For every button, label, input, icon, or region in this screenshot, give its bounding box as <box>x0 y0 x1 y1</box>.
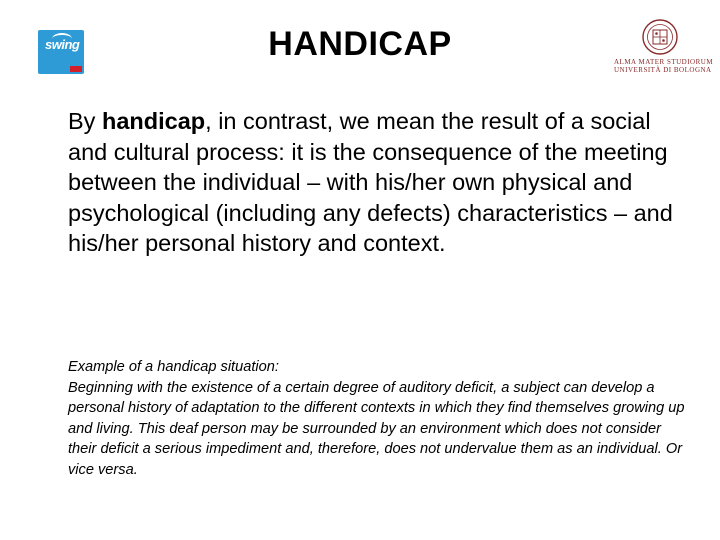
intro-paragraph <box>68 106 678 259</box>
intro-bold-term: handicap <box>101 108 206 134</box>
intro-pre: By <box>68 108 102 134</box>
page-title: HANDICAP <box>268 25 452 63</box>
swing-logo-text: swing <box>45 37 80 52</box>
example-text: Beginning with the existence of a certain degree of auditory deficit, a subject can develop a personal history of adaptation to the different contexts in which they find themselves growing up and living. This deaf person may be surrounded by an environment which does not consider their deficit a serious impediment and, therefore, does not undervalue them as an individual. Or vice versa. <box>68 379 685 478</box>
example-heading: Example of a handicap situation: <box>68 359 279 375</box>
university-logo <box>614 18 714 74</box>
university-name-line1: ALMA MATER STUDIORUM <box>614 58 714 66</box>
university-seal-icon <box>640 18 680 56</box>
logo-red-tag <box>70 66 82 72</box>
intro-post: , in contrast, we mean the result of a social and cultural process: it is the consequence of the meeting between the individual – with his/her own physical and psychological (including any defects) characteristics – and his/her personal history and context. <box>68 108 673 256</box>
university-name-line2: UNIVERSITÀ DI BOLOGNA <box>614 66 712 74</box>
example-paragraph <box>68 357 688 480</box>
